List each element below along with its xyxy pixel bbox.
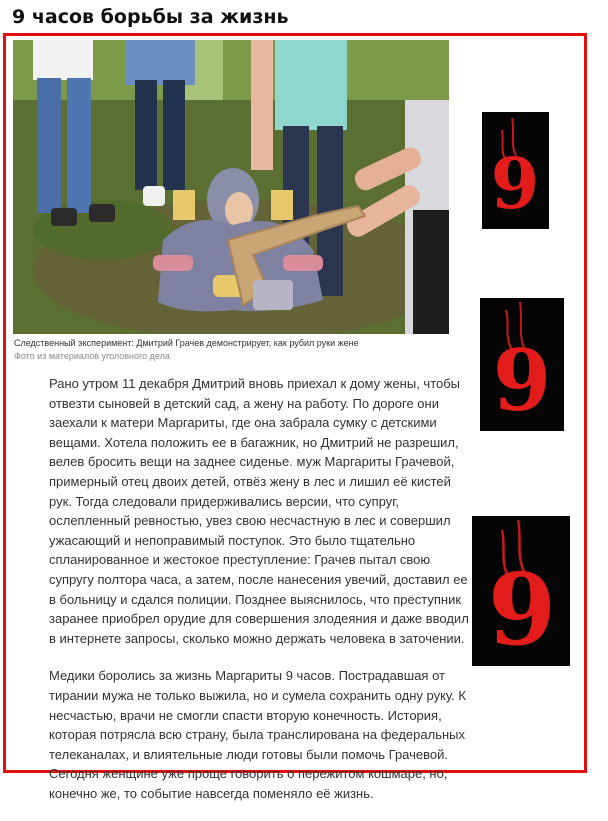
paragraph: Медики боролись за жизнь Маргариты 9 часов. Пострадавшая от тирании мужа не только выжила, но и сумела сохранить одну руку. К несчастью, врачи не смогли спасти вторую конечность. История, которая потрясла всю страну, была транслирована на федеральных телеканалах, и влиятельные люди готовы были помочь Грачевой. Сегодня женщине уже проще говорить о пережитом кошмаре, но, конечно же, то событие навсегда поменяло её жизнь.	[49, 668, 466, 801]
article-title: 9 часов борьбы за жизнь	[12, 6, 289, 28]
article-body	[49, 374, 469, 821]
nine-sticker	[482, 112, 549, 229]
photo-credit: Фото из материалов уголовного дела	[14, 351, 170, 361]
article-photo	[13, 40, 449, 334]
nine-glyph: 9	[490, 142, 540, 225]
nine-glyph: 9	[487, 553, 557, 666]
nine-sticker	[472, 516, 570, 666]
nine-glyph: 9	[492, 331, 552, 430]
paragraph: Рано утром 11 декабря Дмитрий вновь приехал к дому жены, чтобы отвезти сыновей в детский сад, а жену на работу. По дороге они заехали к матери Маргариты, где она забрала сумку с детскими вещами. Хотела положить ее в багажник, но Дмитрий не разрешил, велев бросить вещи на заднее сиденье. муж Маргариты Грачевой, примерный отец двоих детей, отвёз жену в лес и лишил её кистей рук. Тогда следовали придерживались версии, что супруг, ослепленный ревностью, увез свою несчастную в лес и совершил ужасающий и непоправимый поступок. Это было тщательно спланированное и жестокое преступление: Грачев пытал свою супругу полтора часа, а затем, после нанесения увечий, доставил ее в больницу и сдался полиции. Позднее выяснилось, что преступник заранее приобрел орудие для совершения злодеяния и даже вводил в интернете запросы, сколько можно держать человека в заточении.	[49, 376, 469, 646]
photo-caption: Следственный эксперимент: Дмитрий Грачев демонстрирует, как рубил руки жене	[14, 338, 359, 348]
nine-sticker	[480, 298, 564, 431]
